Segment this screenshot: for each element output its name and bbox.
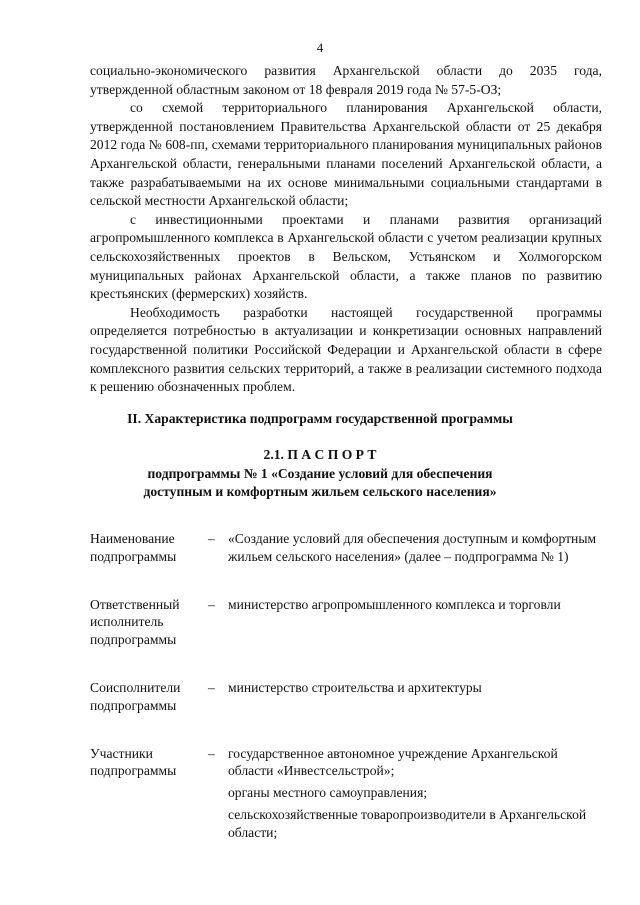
row-dash: –	[208, 531, 215, 546]
row-label-line: подпрограммы	[90, 697, 177, 713]
row-value: «Создание условий для обеспечения доступным и комфортным жильем сельского населения» (далее – подпрограмма № 1)	[228, 531, 597, 564]
passport-subtitle-line-1: подпрограммы № 1 «Создание условий для обеспечения	[147, 465, 493, 481]
row-dash: –	[208, 596, 215, 612]
passport-subtitle-line-2: доступным и комфортным жильем сельского населения»	[143, 484, 497, 500]
passport-row-coexecutors	[90, 679, 602, 715]
passport-row-executor	[90, 596, 602, 649]
row-dash: –	[208, 679, 215, 695]
row-label-line: Наименование	[90, 531, 175, 546]
row-values	[228, 530, 602, 566]
paragraph-1: социально-экономического развития Архангельской области до 2035 года, утвержденной областным законом от 18 февраля 2019 года № 57-5-ОЗ;	[90, 63, 602, 97]
row-value: государственное автономное учреждение Архангельской области «Инвестсельстрой»;	[228, 745, 558, 779]
row-label-line: Ответственный	[90, 596, 180, 612]
row-values	[228, 745, 602, 842]
row-value: министерство строительства и архитектуры	[228, 679, 482, 695]
passport-title: 2.1. П А С П О Р Т	[263, 447, 377, 462]
passport-row-participants	[90, 745, 602, 842]
passport-table	[90, 530, 602, 872]
row-label-line: исполнитель	[90, 614, 164, 630]
passport-heading	[0, 446, 640, 502]
row-value: органы местного самоуправления;	[228, 785, 428, 801]
page-number: 4	[316, 40, 324, 55]
body-text	[90, 62, 602, 397]
row-dash: –	[208, 745, 215, 761]
row-value: сельскохозяйственные товаропроизводители в Архангельской области;	[228, 806, 587, 840]
row-label-line: подпрограммы	[90, 548, 177, 564]
row-label	[90, 596, 208, 649]
row-label	[90, 745, 208, 842]
section-title: II. Характеристика подпрограмм государственной программы	[127, 411, 513, 426]
row-label-line: подпрограммы	[90, 763, 177, 779]
row-label-line: подпрограммы	[90, 632, 177, 648]
paragraph-2: со схемой территориального планирования Архангельской области, утвержденной постановлением Правительства Архангельской области от 25 декабря 2012 года № 608-пп, схемами территориального планирования муниципальных районов Архангельской области, генеральными планами поселений Архангельской области, а также разрабатываемыми на их основе минимальными социальными стандартами в сельской местности Архангельской области;	[90, 100, 602, 209]
row-label	[90, 530, 208, 566]
row-label-line: Соисполнители	[90, 679, 181, 695]
row-label	[90, 679, 208, 715]
row-values	[228, 596, 602, 649]
row-label-line: Участники	[90, 745, 153, 761]
row-values	[228, 679, 602, 715]
passport-row-name	[90, 530, 602, 566]
paragraph-3: с инвестиционными проектами и планами развития организаций агропромышленного комплекса в Архангельской области с учетом реализации крупных сельскохозяйственных проектов в Вельском, Устьянском и Холмогорском муниципальных районах Архангельской области, а также планов по развитию крестьянских (фермерских) хозяйств.	[90, 211, 602, 302]
row-value: министерство агропромышленного комплекса и торговли	[228, 596, 561, 612]
paragraph-4: Необходимость разработки настоящей государственной программы определяется потребностью в актуализации и конкретизации основных направлений государственной политики Российской Федерации и Архангельской области в сфере комплексного развития сельских территорий, а также в реализации системного подхода к решению обозначенных проблем.	[90, 304, 602, 395]
